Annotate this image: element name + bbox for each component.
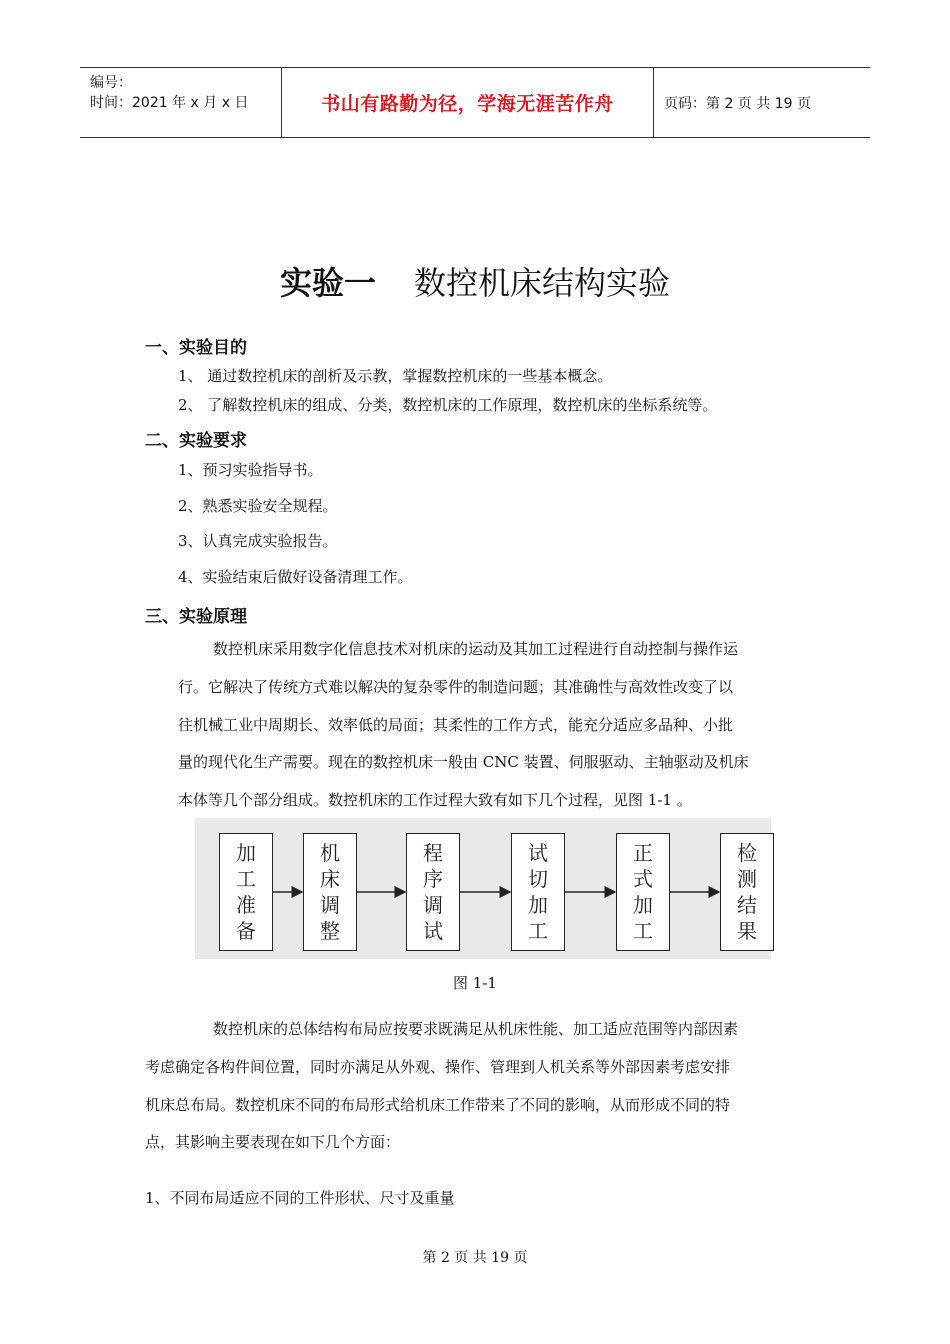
flow-step-char: 加 xyxy=(633,893,653,917)
number-label: 编号： xyxy=(90,75,132,91)
flow-step-char: 结 xyxy=(737,893,757,917)
document-header xyxy=(80,67,870,138)
flow-step-char: 准 xyxy=(236,893,256,917)
flow-step-char: 切 xyxy=(528,867,548,891)
principle-line-2: 行。它解决了传统方式难以解决的复杂零件的制造问题；其准确性与高效性改变了以 xyxy=(178,678,734,696)
flow-step-box xyxy=(406,833,460,951)
flow-arrows xyxy=(195,818,771,959)
page-title xyxy=(0,258,950,304)
motto-text: 书山有路勤为径，学海无涯苦作舟 xyxy=(321,93,614,115)
process-flow-diagram xyxy=(195,818,771,959)
layout-line-1: 数控机床的总体结构布局应按要求既满足从机床性能、加工适应范围等内部因素 xyxy=(213,1020,739,1038)
page-info: 页码：第 2 页 共 19 页 xyxy=(664,95,811,112)
principle-line-3: 往机械工业中周期长、效率低的局面；其柔性的工作方式，能充分适应多品种、小批 xyxy=(178,716,734,734)
flow-step-char: 试 xyxy=(528,841,548,865)
requirement-item-2: 2、熟悉实验安全规程。 xyxy=(178,497,338,515)
requirement-item-3: 3、认真完成实验报告。 xyxy=(178,532,338,550)
flow-step-char: 试 xyxy=(423,919,443,943)
flow-step-char: 果 xyxy=(737,919,757,943)
requirement-item-4: 4、实验结束后做好设备清理工作。 xyxy=(178,568,413,586)
flow-step-char: 床 xyxy=(320,867,340,891)
flow-step-char: 工 xyxy=(528,919,548,943)
layout-line-3: 机床总布局。数控机床不同的布局形式给机床工作带来了不同的影响，从而形成不同的特 xyxy=(145,1096,731,1114)
flow-step-char: 整 xyxy=(320,919,340,943)
principle-line-1: 数控机床采用数字化信息技术对机床的运动及其加工过程进行自动控制与操作运 xyxy=(213,640,739,658)
principle-line-4: 量的现代化生产需要。现在的数控机床一般由 CNC 装置、伺服驱动、主轴驱动及机床 xyxy=(178,753,749,771)
flow-step-box xyxy=(511,833,565,951)
layout-line-2: 考虑确定各构件间位置，同时亦满足从外观、操作、管理到人机关系等外部因素考虑安排 xyxy=(145,1058,731,1076)
flow-step-box xyxy=(616,833,670,951)
flow-step-char: 加 xyxy=(528,893,548,917)
flow-step-char: 序 xyxy=(423,867,443,891)
flow-step-char: 工 xyxy=(236,867,256,891)
flow-step-char: 工 xyxy=(633,919,653,943)
purpose-item-1: 1、 通过数控机床的剖析及示教，掌握数控机床的一些基本概念。 xyxy=(178,367,613,385)
flow-step-char: 加 xyxy=(236,841,256,865)
requirement-item-1: 1、预习实验指导书。 xyxy=(178,461,323,479)
flow-step-char: 式 xyxy=(633,867,653,891)
header-motto-cell xyxy=(281,68,654,137)
title-experiment-number: 实验一 xyxy=(279,264,376,302)
flow-step-char: 机 xyxy=(320,841,340,865)
section-heading-principle: 三、实验原理 xyxy=(145,607,247,627)
figure-caption: 图 1-1 xyxy=(453,974,497,992)
principle-line-5: 本体等几个部分组成。数控机床的工作过程大致有如下几个过程，见图 1-1 。 xyxy=(178,791,692,809)
layout-line-4: 点，其影响主要表现在如下几个方面： xyxy=(145,1133,401,1151)
flow-step-box xyxy=(303,833,357,951)
section-heading-purpose: 一、实验目的 xyxy=(145,338,247,358)
flow-step-box xyxy=(720,833,774,951)
flow-step-char: 调 xyxy=(423,893,443,917)
flow-step-char: 备 xyxy=(236,919,256,943)
flow-step-box xyxy=(219,833,273,951)
flow-step-char: 检 xyxy=(737,841,757,865)
header-meta-cell xyxy=(80,68,281,137)
time-label: 时间：2021 年 x 月 x 日 xyxy=(90,95,249,111)
flow-step-char: 正 xyxy=(633,841,653,865)
subheading-layout-effect: 1、不同布局适应不同的工件形状、尺寸及重量 xyxy=(145,1189,455,1207)
section-heading-requirements: 二、实验要求 xyxy=(145,431,247,451)
purpose-item-2: 2、 了解数控机床的组成、分类，数控机床的工作原理，数控机床的坐标系统等。 xyxy=(178,396,718,414)
flow-step-char: 程 xyxy=(423,841,443,865)
flow-step-char: 调 xyxy=(320,893,340,917)
flow-step-char: 测 xyxy=(737,867,757,891)
page-footer: 第 2 页 共 19 页 xyxy=(422,1250,528,1266)
header-page-cell xyxy=(654,68,870,137)
title-experiment-name: 数控机床结构实验 xyxy=(414,264,671,302)
